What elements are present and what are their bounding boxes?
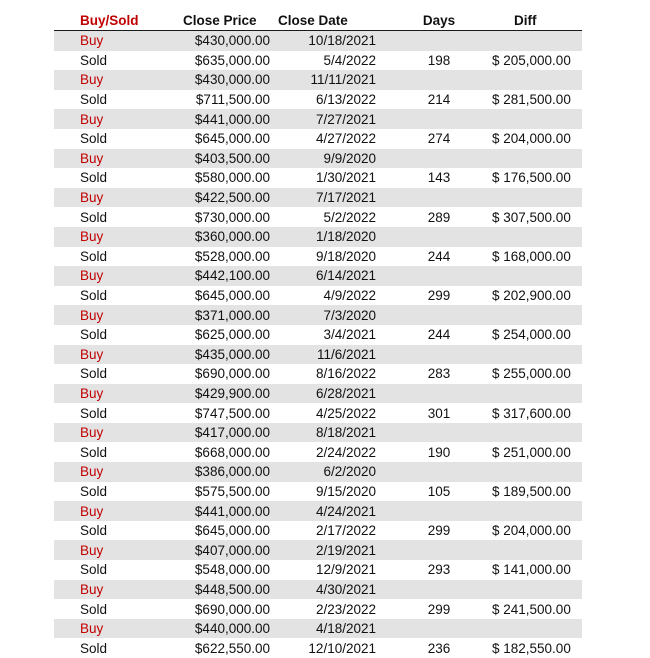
cell-close-date: 6/28/2021 — [315, 385, 376, 401]
cell-close-date: 2/24/2022 — [315, 444, 376, 460]
cell-diff: $ 307,500.00 — [492, 209, 571, 225]
cell-days: 299 — [427, 523, 451, 539]
cell-close-price: $441,000.00 — [194, 503, 270, 519]
table-row — [54, 501, 582, 521]
header-days: Days — [422, 12, 456, 28]
cell-close-price: $645,000.00 — [194, 288, 270, 304]
cell-close-date: 11/6/2021 — [316, 346, 376, 362]
cell-close-price: $442,100.00 — [194, 268, 270, 284]
table-row — [54, 227, 582, 247]
table-row — [54, 345, 582, 365]
header-buy-sold: Buy/Sold — [80, 12, 139, 28]
cell-diff: $ 254,000.00 — [492, 327, 571, 343]
cell-diff: $ 205,000.00 — [492, 52, 571, 68]
cell-close-date: 9/18/2020 — [315, 248, 376, 264]
cell-buy-sold: Buy — [80, 111, 104, 127]
cell-close-price: $622,550.00 — [194, 640, 270, 656]
cell-close-price: $422,500.00 — [194, 190, 270, 206]
cell-diff: $ 141,000.00 — [492, 562, 571, 578]
cell-days: 299 — [427, 601, 451, 617]
cell-close-price: $435,000.00 — [194, 346, 270, 362]
cell-close-price: $730,000.00 — [194, 209, 270, 225]
cell-buy-sold: Sold — [80, 170, 108, 186]
cell-diff: $ 251,000.00 — [492, 444, 571, 460]
cell-buy-sold: Buy — [80, 346, 104, 362]
cell-buy-sold: Sold — [80, 327, 108, 343]
cell-diff: $ 317,600.00 — [492, 405, 571, 421]
table-row — [54, 462, 582, 482]
table-row — [54, 325, 582, 345]
cell-days: 289 — [427, 209, 451, 225]
cell-close-date: 7/27/2021 — [315, 111, 376, 127]
cell-close-price: $429,900.00 — [194, 385, 270, 401]
cell-buy-sold: Buy — [80, 268, 104, 284]
table-row — [54, 560, 582, 580]
cell-buy-sold: Sold — [80, 131, 108, 147]
table-row — [54, 482, 582, 502]
cell-buy-sold: Buy — [80, 621, 104, 637]
cell-close-date: 9/15/2020 — [315, 483, 376, 499]
table-row — [54, 599, 582, 619]
sales-table — [54, 10, 582, 658]
table-row — [54, 521, 582, 541]
cell-days: 244 — [427, 248, 451, 264]
table-row — [54, 70, 582, 90]
cell-close-price: $440,000.00 — [194, 621, 270, 637]
cell-days: 283 — [427, 366, 451, 382]
cell-buy-sold: Buy — [80, 33, 104, 49]
cell-close-date: 9/9/2020 — [323, 150, 376, 166]
cell-diff: $ 182,550.00 — [492, 640, 571, 656]
cell-diff: $ 168,000.00 — [492, 248, 571, 264]
table-row — [54, 109, 582, 129]
cell-close-date: 12/10/2021 — [308, 640, 376, 656]
table-row — [54, 364, 582, 384]
cell-buy-sold: Sold — [80, 640, 108, 656]
table-row — [54, 286, 582, 306]
cell-buy-sold: Sold — [80, 405, 108, 421]
cell-buy-sold: Buy — [80, 542, 104, 558]
cell-close-date: 11/11/2021 — [310, 72, 376, 88]
cell-close-date: 6/13/2022 — [315, 92, 376, 108]
cell-diff: $ 204,000.00 — [492, 131, 571, 147]
cell-days: 214 — [427, 92, 451, 108]
cell-close-price: $430,000.00 — [194, 72, 270, 88]
table-row — [54, 266, 582, 286]
cell-close-date: 4/25/2022 — [315, 405, 376, 421]
cell-close-price: $645,000.00 — [194, 523, 270, 539]
cell-buy-sold: Sold — [80, 483, 108, 499]
cell-buy-sold: Sold — [80, 523, 108, 539]
cell-close-price: $625,000.00 — [194, 327, 270, 343]
table-row — [54, 51, 582, 71]
cell-diff: $ 281,500.00 — [492, 92, 571, 108]
cell-days: 293 — [427, 562, 451, 578]
table-row — [54, 619, 582, 639]
cell-buy-sold: Buy — [80, 190, 104, 206]
cell-close-price: $417,000.00 — [194, 425, 270, 441]
cell-days: 244 — [427, 327, 451, 343]
cell-buy-sold: Sold — [80, 52, 108, 68]
cell-diff: $ 176,500.00 — [492, 170, 571, 186]
cell-close-date: 7/3/2020 — [323, 307, 376, 323]
cell-days: 105 — [427, 483, 451, 499]
table-row — [54, 540, 582, 560]
cell-close-date: 4/24/2021 — [315, 503, 376, 519]
cell-close-price: $575,500.00 — [194, 483, 270, 499]
cell-close-price: $645,000.00 — [194, 131, 270, 147]
cell-close-price: $635,000.00 — [194, 52, 270, 68]
cell-diff: $ 202,900.00 — [492, 288, 571, 304]
cell-days: 299 — [427, 288, 451, 304]
cell-close-price: $580,000.00 — [194, 170, 270, 186]
cell-close-price: $711,500.00 — [195, 92, 270, 108]
cell-close-date: 1/18/2020 — [315, 229, 376, 245]
cell-buy-sold: Buy — [80, 503, 104, 519]
cell-diff: $ 189,500.00 — [492, 483, 571, 499]
cell-days: 236 — [427, 640, 451, 656]
cell-close-date: 5/4/2022 — [323, 52, 376, 68]
table-row — [54, 638, 582, 658]
table-header — [54, 10, 582, 31]
cell-buy-sold: Buy — [80, 581, 104, 597]
cell-buy-sold: Sold — [80, 92, 108, 108]
cell-close-price: $386,000.00 — [194, 464, 270, 480]
cell-diff: $ 255,000.00 — [492, 366, 571, 382]
table-row — [54, 149, 582, 169]
cell-close-price: $407,000.00 — [194, 542, 270, 558]
cell-close-date: 7/17/2021 — [315, 190, 376, 206]
cell-close-price: $441,000.00 — [194, 111, 270, 127]
cell-diff: $ 241,500.00 — [492, 601, 571, 617]
cell-close-price: $403,500.00 — [194, 150, 270, 166]
header-close-date: Close Date — [278, 12, 348, 28]
table-row — [54, 188, 582, 208]
cell-buy-sold: Sold — [80, 444, 108, 460]
cell-close-price: $690,000.00 — [194, 601, 270, 617]
table-row — [54, 403, 582, 423]
cell-close-price: $371,000.00 — [194, 307, 270, 323]
header-close-price: Close Price — [183, 12, 257, 28]
cell-close-date: 8/16/2022 — [315, 366, 376, 382]
table-body — [54, 31, 582, 658]
cell-close-date: 4/27/2022 — [315, 131, 376, 147]
table-row — [54, 247, 582, 267]
cell-close-date: 8/18/2021 — [315, 425, 376, 441]
cell-close-date: 3/4/2021 — [323, 327, 376, 343]
cell-buy-sold: Buy — [80, 464, 104, 480]
cell-buy-sold: Sold — [80, 562, 108, 578]
cell-close-price: $528,000.00 — [194, 248, 270, 264]
cell-close-date: 4/30/2021 — [315, 581, 376, 597]
cell-diff: $ 204,000.00 — [492, 523, 571, 539]
cell-close-date: 1/30/2021 — [315, 170, 376, 186]
cell-days: 190 — [427, 444, 451, 460]
cell-close-date: 2/23/2022 — [315, 601, 376, 617]
cell-buy-sold: Sold — [80, 209, 108, 225]
cell-buy-sold: Buy — [80, 425, 104, 441]
cell-days: 143 — [427, 170, 451, 186]
cell-buy-sold: Sold — [80, 601, 108, 617]
cell-buy-sold: Buy — [80, 72, 104, 88]
table-row — [54, 442, 582, 462]
cell-days: 274 — [427, 131, 451, 147]
table-row — [54, 168, 582, 188]
cell-buy-sold: Sold — [80, 288, 108, 304]
cell-buy-sold: Buy — [80, 385, 104, 401]
cell-close-date: 2/17/2022 — [315, 523, 376, 539]
cell-close-date: 2/19/2021 — [315, 542, 376, 558]
cell-close-date: 4/18/2021 — [315, 621, 376, 637]
cell-buy-sold: Sold — [80, 366, 108, 382]
header-diff: Diff — [514, 12, 537, 28]
cell-close-price: $430,000.00 — [194, 33, 270, 49]
table-row — [54, 90, 582, 110]
cell-buy-sold: Sold — [80, 248, 108, 264]
table-row — [54, 31, 582, 51]
table-row — [54, 207, 582, 227]
cell-days: 301 — [427, 405, 451, 421]
cell-close-price: $668,000.00 — [194, 444, 270, 460]
cell-buy-sold: Buy — [80, 150, 104, 166]
cell-close-price: $360,000.00 — [194, 229, 270, 245]
table-row — [54, 423, 582, 443]
cell-close-date: 5/2/2022 — [323, 209, 376, 225]
cell-close-date: 4/9/2022 — [323, 288, 376, 304]
cell-close-date: 6/2/2020 — [323, 464, 376, 480]
cell-close-date: 10/18/2021 — [308, 33, 376, 49]
cell-buy-sold: Buy — [80, 307, 104, 323]
cell-days: 198 — [427, 52, 451, 68]
cell-buy-sold: Buy — [80, 229, 104, 245]
table-row — [54, 580, 582, 600]
cell-close-date: 6/14/2021 — [315, 268, 376, 284]
cell-close-price: $747,500.00 — [194, 405, 270, 421]
cell-close-date: 12/9/2021 — [315, 562, 376, 578]
cell-close-price: $690,000.00 — [194, 366, 270, 382]
cell-close-price: $548,000.00 — [194, 562, 270, 578]
cell-close-price: $448,500.00 — [194, 581, 270, 597]
table-row — [54, 129, 582, 149]
table-row — [54, 305, 582, 325]
table-row — [54, 384, 582, 404]
